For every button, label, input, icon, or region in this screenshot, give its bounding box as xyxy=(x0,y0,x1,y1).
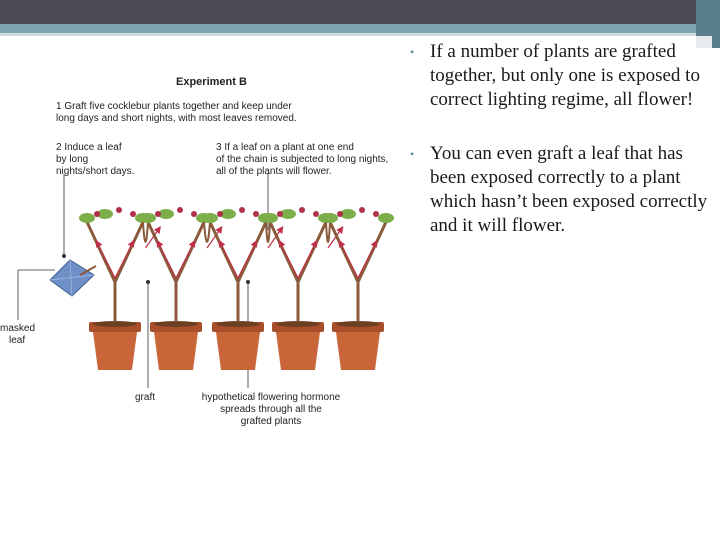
flower xyxy=(359,207,365,213)
title-bar xyxy=(0,0,720,24)
stem-left xyxy=(148,222,176,322)
bullet-item: • If a number of plants are grafted together, but only one is exposed to correct lighting regime, all flower! xyxy=(410,41,700,110)
masked-leaf-label: masked leaf xyxy=(0,323,36,346)
graft-connection xyxy=(143,222,148,242)
step2-text: 2 Induce a leaf by long nights/short days. xyxy=(56,142,135,177)
graft-label: graft xyxy=(135,392,156,403)
bullet-item: • You can even graft a leaf that has been exposed correctly to a plant which hasn’t been exposed correctly and it will flower. xyxy=(410,143,708,236)
stem-right xyxy=(176,222,204,282)
flower xyxy=(217,211,223,217)
stem-left xyxy=(87,222,115,322)
hormone-arrow xyxy=(280,242,298,278)
hormone-arrow xyxy=(340,242,358,278)
leaf xyxy=(140,213,156,223)
hormone-arrow xyxy=(298,242,316,278)
leaf xyxy=(79,213,95,223)
pot xyxy=(154,332,198,370)
hormone-arrow xyxy=(358,242,376,278)
flower xyxy=(130,211,136,217)
leaf xyxy=(202,213,218,223)
flower xyxy=(155,211,161,217)
graft-connection xyxy=(204,222,210,242)
flower xyxy=(253,211,259,217)
flower xyxy=(313,211,319,217)
stem-left xyxy=(270,222,298,322)
step1-text: 1 Graft five cocklebur plants together and keep under long days and short nights, with most leaves removed. xyxy=(56,101,297,124)
hormone-arrow xyxy=(176,242,194,278)
flower xyxy=(337,211,343,217)
hormone-pointer-dot xyxy=(246,280,250,284)
pot xyxy=(93,332,137,370)
stem-left xyxy=(330,222,358,322)
pot xyxy=(276,332,320,370)
flower xyxy=(373,211,379,217)
graft-pointer-dot xyxy=(146,280,150,284)
experiment-figure xyxy=(0,70,400,440)
flower xyxy=(277,211,283,217)
leaf xyxy=(322,213,338,223)
bullet-icon: • xyxy=(410,147,415,161)
accent-bar xyxy=(0,24,720,33)
stem-right xyxy=(238,222,266,282)
flower xyxy=(239,207,245,213)
flower xyxy=(116,207,122,213)
hormone-label: hypothetical flowering hormone spreads through all the grafted plants xyxy=(201,392,341,427)
hormone-arrow xyxy=(158,242,176,278)
flower xyxy=(94,211,100,217)
step3-text: 3 If a leaf on a plant at one end of the chain is subjected to long nights, all of the plants will flower. xyxy=(216,142,389,177)
flower xyxy=(191,211,197,217)
graft-connection xyxy=(326,222,330,242)
stem-right xyxy=(115,222,143,282)
hormone-arrow xyxy=(115,242,133,278)
flower xyxy=(177,207,183,213)
flower xyxy=(299,207,305,213)
pot xyxy=(336,332,380,370)
step2-pointer-dot xyxy=(62,254,66,258)
accent-bar-thin xyxy=(0,33,720,36)
leaf xyxy=(378,213,394,223)
hormone-arrow xyxy=(97,242,115,278)
pot xyxy=(216,332,260,370)
figure-title: Experiment B xyxy=(176,76,247,88)
grafted-plants-diagram xyxy=(0,70,400,440)
stem-right xyxy=(358,222,386,282)
bullet-icon: • xyxy=(410,45,415,59)
hormone-arrow xyxy=(238,242,256,278)
bullet-list xyxy=(406,40,712,268)
leaf xyxy=(262,213,278,223)
hormone-arrow xyxy=(220,242,238,278)
stem-right xyxy=(298,222,326,282)
